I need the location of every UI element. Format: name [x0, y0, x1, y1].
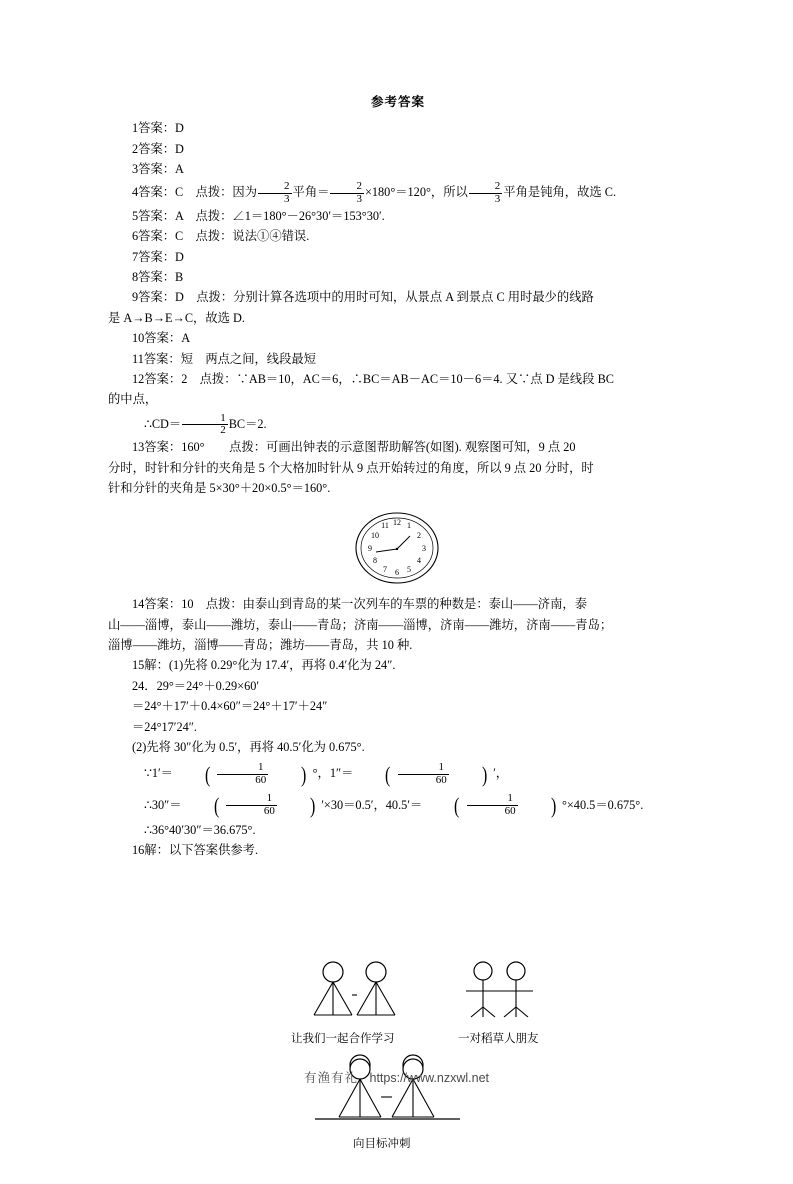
answer-line-11: 11答案：短 两点之间，线段最短 [132, 351, 316, 366]
answer-line-15f [108, 758, 688, 789]
clock-figure [108, 505, 688, 591]
right-paren: ) [301, 761, 307, 787]
svg-text:7: 7 [383, 565, 387, 575]
answer-line-15c: ＝24°＋17′＋0.4×60″＝24°＋17′＋24″ [132, 699, 328, 714]
svg-text:11: 11 [381, 521, 389, 531]
answer-line-3: 3答案：A [132, 162, 184, 177]
answer-line-12b: 的中点， [108, 392, 158, 407]
answer-line-14b: 山——淄博，泰山——潍坊，泰山——青岛；济南——淄博，济南——潍坊，济南——青岛； [108, 617, 613, 632]
stick-figures-svg [108, 867, 688, 1067]
fraction-two-thirds-c: $\frac{2}{3}$ [469, 181, 503, 205]
answer-line-8: 8答案：B [132, 270, 184, 284]
fraction-two-thirds-a: $\frac{2}{3}$ [258, 181, 292, 205]
fraction-one-sixtieth-c: $\frac{1}{60}$ [226, 793, 277, 817]
answer-line-15d: ＝24°17′24″. [132, 719, 197, 734]
fraction-one-sixtieth-d: $\frac{1}{60}$ [467, 793, 518, 817]
fraction-one-half: $\frac{1}{2}$ [182, 413, 228, 437]
answer-15g-part2: ′×30＝0.5′，40.5′＝ [321, 797, 423, 812]
answer-line-5: 5答案：A 点拨：∠1＝180°－26°30′＝153°30′. [132, 208, 385, 223]
svg-text:12: 12 [393, 518, 401, 528]
answer-line-14: 14答案：10 点拨：由泰山到青岛的某一次列车的车票的种数是：泰山——济南，泰 [132, 597, 587, 612]
answer-12-part1: ∴CD＝ [144, 416, 182, 431]
right-paren-2: ) [481, 761, 488, 787]
svg-text:3: 3 [422, 544, 426, 554]
left-paren-3: ( [213, 792, 219, 818]
answer-line-1: 1答案：D [132, 121, 184, 136]
answer-line-9: 9答案：D 点拨：分别计算各选项中的用时可知，从景点 A 到景点 C 用时最少的线路 [132, 290, 594, 305]
fraction-one-sixtieth-a: $\frac{1}{60}$ [217, 762, 268, 786]
answer-line-10: 10答案：A [132, 331, 191, 346]
answer-line-15: 15解：(1)先将 0.29°化为 17.4′，再将 0.4′化为 24″. [132, 658, 396, 673]
answer-line-14c: 淄博——潍坊，淄博——青岛；潍坊——青岛，共 10 种. [108, 637, 413, 652]
answer-line-12: 12答案：2 点拨：∵AB＝10，AC＝6，∴BC＝AB－AC＝10－6＝4. 又∵点 D 是线段 BC [132, 372, 614, 387]
answer-content [108, 92, 688, 1177]
right-paren-3: ) [309, 792, 316, 818]
answer-12-part2: BC＝2. [228, 416, 267, 431]
answer-4-part3: ×180°＝120°，所以 [364, 185, 468, 200]
svg-text:4: 4 [417, 556, 421, 566]
stick-figures-diagram [108, 867, 688, 1067]
answer-line-15e: (2)先将 30″化为 0.5′，再将 40.5′化为 0.675°. [132, 739, 365, 754]
caption-right: 一对稻草人朋友 [458, 1033, 539, 1046]
answer-line-4 [108, 180, 688, 206]
page-title: 参考答案 [370, 95, 425, 109]
answer-4-part1: 4答案：C 点拨：因为 [132, 185, 258, 200]
left-paren: ( [204, 761, 211, 787]
answer-15g-part1: ∴30″＝ [144, 797, 182, 812]
answer-4-part4: 平角是钝角，故选 C. [503, 185, 617, 200]
answer-line-15g [108, 790, 688, 821]
answer-line-13c: 针和分针的夹角是 5×30°＋20×0.5°＝160°. [108, 481, 331, 496]
watermark-url: https://www.nzxwl.net [369, 1071, 489, 1085]
answer-line-13: 13答案：160° 点拨：可画出钟表的示意图帮助解答(如图). 观察图可知，9 点 20 [132, 440, 576, 455]
answer-line-2: 2答案：D [132, 141, 184, 156]
left-paren-4: ( [454, 792, 460, 818]
answer-line-9b: 是 A→B→E→C，故选 D. [108, 310, 245, 325]
answer-line-13b: 分时，时针和分针的夹角是 5 个大格加时针从 9 点开始转过的角度，所以 9 点 20 分时，时 [108, 460, 594, 475]
answer-4-part2: 平角＝ [292, 185, 330, 200]
svg-text:5: 5 [407, 565, 411, 575]
answer-line-6: 6答案：C 点拨：说法①④错误. [132, 229, 310, 244]
fraction-two-thirds-b: $\frac{2}{3}$ [330, 181, 364, 205]
svg-text:2: 2 [417, 531, 421, 541]
right-paren-4: ) [550, 792, 556, 818]
answer-line-15b: 24．29°＝24°＋0.29×60′ [132, 678, 260, 693]
svg-text:6: 6 [395, 568, 399, 578]
answer-15f-part1: ∵1′＝ [144, 766, 173, 781]
caption-left: 让我们一起合作学习 [291, 1033, 395, 1046]
answer-15f-part2: °，1″＝ [312, 766, 354, 781]
answer-line-16: 16解：以下答案供参考. [132, 843, 259, 858]
caption-bottom: 向目标冲刺 [353, 1138, 411, 1151]
answer-line-15h: ∴36°40′30″＝36.675°. [144, 822, 256, 837]
watermark-text: 有渔有礼 [304, 1071, 359, 1085]
left-paren-2: ( [385, 761, 391, 787]
svg-text:8: 8 [373, 556, 377, 566]
svg-text:10: 10 [371, 531, 379, 541]
answer-line-12c [108, 411, 688, 438]
watermark-footer [0, 1068, 793, 1086]
fraction-one-sixtieth-b: $\frac{1}{60}$ [398, 762, 449, 786]
answer-15f-part3: ′， [493, 766, 509, 781]
clock-svg [354, 505, 440, 591]
svg-text:9: 9 [368, 544, 372, 554]
clock-diagram [354, 505, 440, 591]
answer-15g-part3: °×40.5＝0.675°. [561, 797, 644, 812]
answer-line-7: 7答案：D [132, 249, 184, 264]
svg-text:1: 1 [407, 521, 411, 531]
